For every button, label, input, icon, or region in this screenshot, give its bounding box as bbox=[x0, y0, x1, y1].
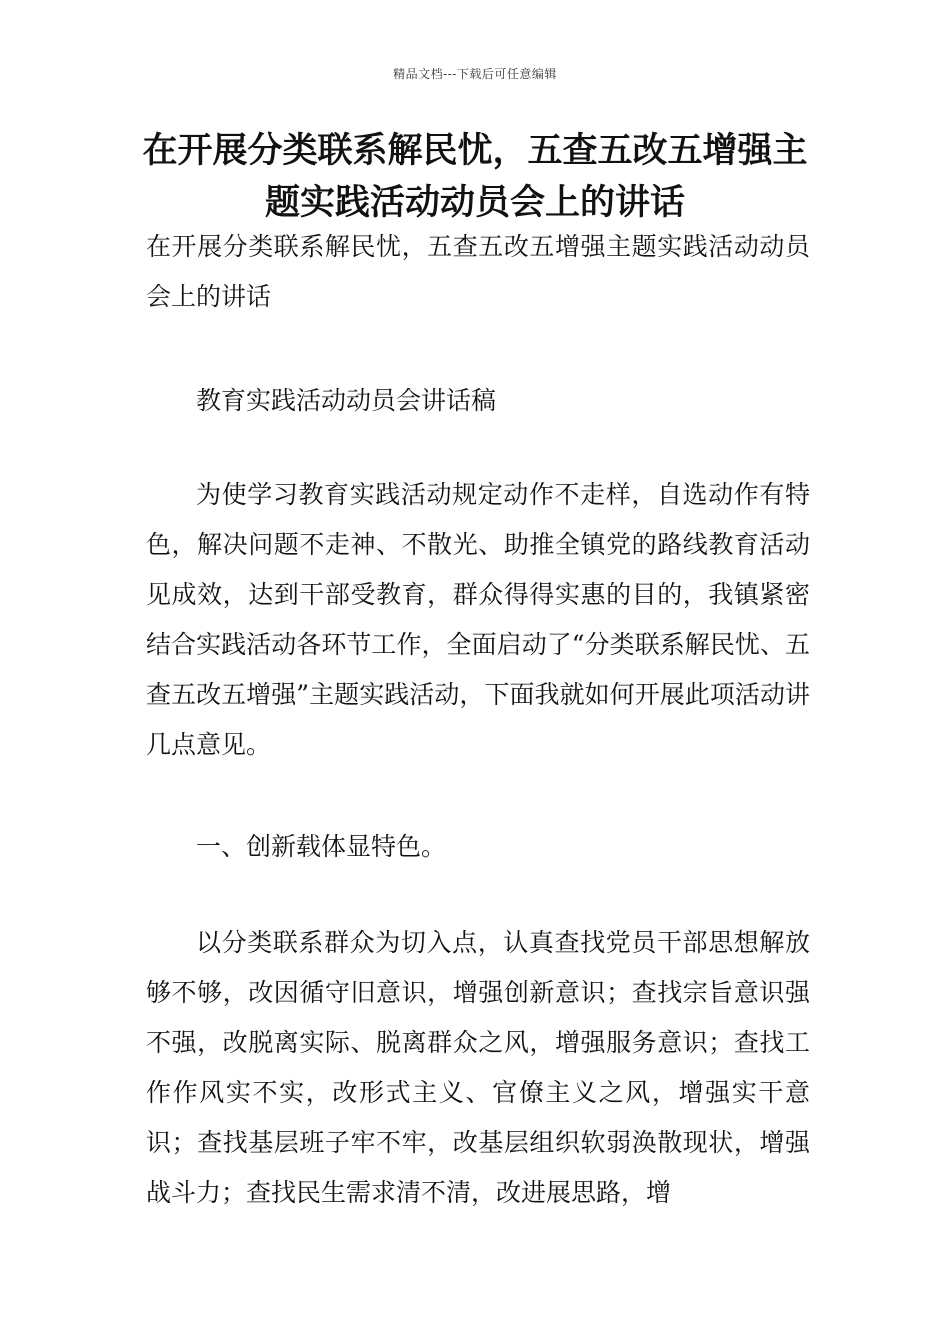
speech-heading: 教育实践活动动员会讲话稿 bbox=[196, 386, 497, 415]
document-subtitle: 在开展分类联系解民忧，五查五改五增强主题实践活动动员会上的讲话 bbox=[146, 232, 810, 311]
paragraph-intro: 为使学习教育实践活动规定动作不走样，自选动作有特色，解决问题不走神、不散光、助推全镇党的路线教育活动见成效，达到干部受教育，群众得得实惠的目的，我镇紧密结合实践活动各环节工作，全面启动了“分类联系解民忧、五查五改五增强”主题实践活动，下面我就如何开展此项活动讲几点意见。 bbox=[146, 480, 810, 759]
section-heading-1: 一、创新载体显特色。 bbox=[196, 832, 447, 861]
header-note: 精品文档---下载后可任意编辑 bbox=[393, 67, 557, 81]
document-title: 在开展分类联系解民忧，五查五改五增强主题实践活动动员会上的讲话 bbox=[142, 131, 808, 223]
paragraph-section-1: 以分类联系群众为切入点，认真查找党员干部思想解放够不够，改因循守旧意识，增强创新意识；查找宗旨意识强不强，改脱离实际、脱离群众之风，增强服务意识；查找工作作风实不实，改形式主义、官僚主义之风，增强实干意识；查找基层班子牢不牢，改基层组织软弱涣散现状，增强战斗力；查找民生需求清不清，改进展思路，增 bbox=[146, 928, 810, 1207]
